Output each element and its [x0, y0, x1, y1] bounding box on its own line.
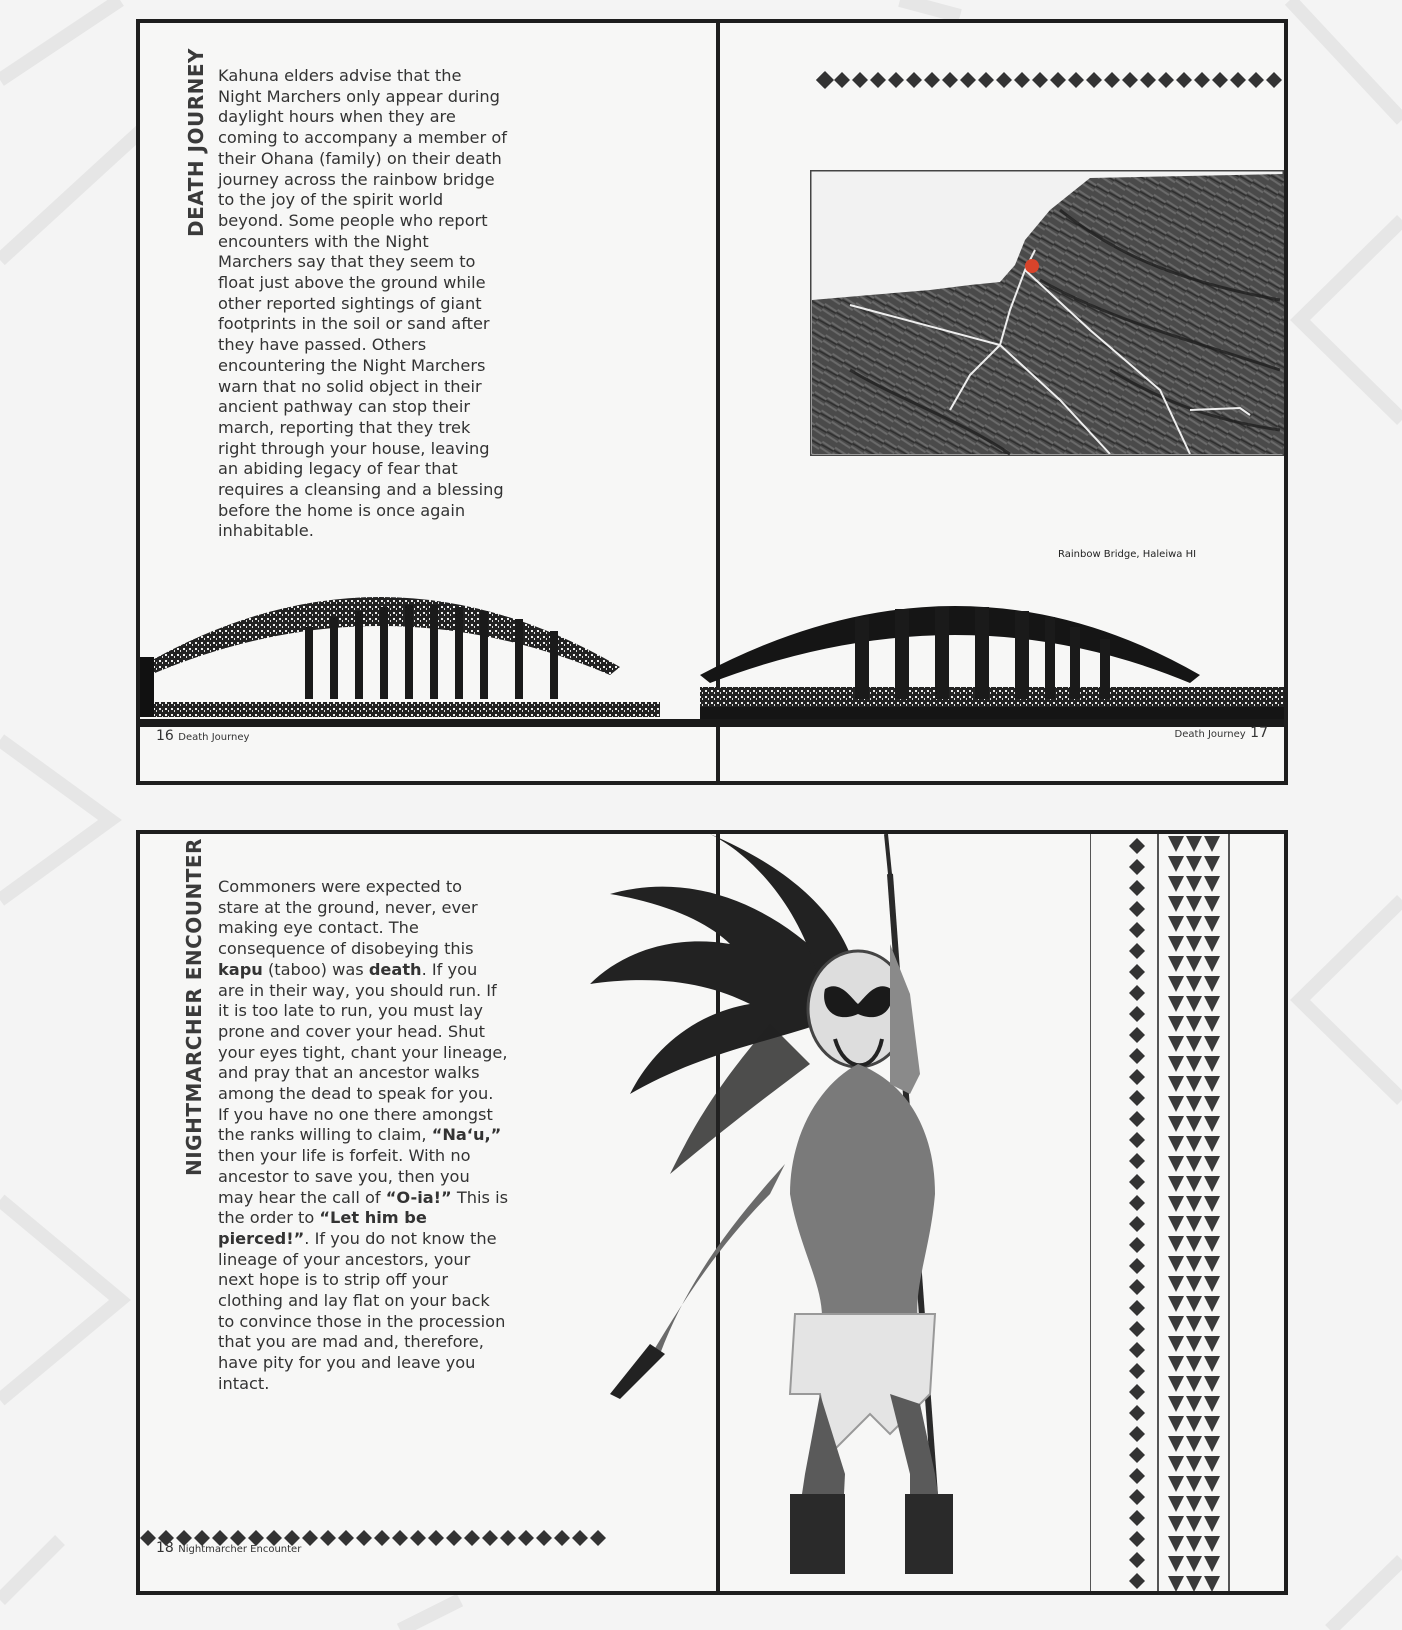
diamond-ornament — [996, 72, 1012, 88]
diamond-ornament — [1129, 1132, 1145, 1148]
running-footer: Death Journey — [178, 732, 250, 743]
diamond-ornament — [1129, 1006, 1145, 1022]
running-footer: Nightmarcher Encounter — [178, 1544, 302, 1555]
diamond-ornament — [392, 1530, 408, 1546]
triangle-ornament — [1204, 1056, 1220, 1072]
triangle-ornament — [1168, 1516, 1184, 1532]
triangle-ornament — [1168, 1456, 1184, 1472]
diamond-ornament — [1122, 72, 1138, 88]
triangle-ornament — [1204, 1316, 1220, 1332]
triangle-ornament — [1168, 1076, 1184, 1092]
triangle-ornament — [1186, 1276, 1202, 1292]
triangle-ornament — [1204, 976, 1220, 992]
triangle-ornament — [1204, 1336, 1220, 1352]
triangle-ornament — [1186, 1076, 1202, 1092]
triangle-ornament — [1186, 976, 1202, 992]
diamond-ornament — [1129, 838, 1145, 854]
triangle-ornament — [1186, 1556, 1202, 1572]
diamond-ornament — [942, 72, 958, 88]
triangle-ornament — [1186, 1216, 1202, 1232]
page-heading-nightmarcher-encounter: NIGHTMARCHER ENCOUNTER — [182, 838, 206, 1176]
diamond-ornament — [1129, 922, 1145, 938]
triangle-ornament — [1168, 1056, 1184, 1072]
diamond-ornament — [1086, 72, 1102, 88]
diamond-ornament — [816, 72, 832, 88]
diamond-ornament — [1248, 72, 1264, 88]
triangle-ornament — [1186, 1476, 1202, 1492]
diamond-ornament — [482, 1530, 498, 1546]
triangle-ornament — [1186, 896, 1202, 912]
emphasis-nau: “Na‘u,” — [431, 1125, 502, 1145]
triangle-ornament — [1204, 1196, 1220, 1212]
location-marker — [1025, 259, 1039, 273]
diamond-ornament — [1050, 72, 1066, 88]
triangle-ornament — [1168, 1496, 1184, 1512]
diamond-ornament — [1129, 1510, 1145, 1526]
triangle-ornament — [1186, 1456, 1202, 1472]
diamond-ornament — [1129, 1531, 1145, 1547]
triangle-ornament — [1204, 1156, 1220, 1172]
rainbow-bridge-illustration — [140, 557, 1284, 757]
triangle-ornament — [1168, 1336, 1184, 1352]
diamond-ornament — [1129, 1342, 1145, 1358]
diamond-ornament — [518, 1530, 534, 1546]
triangle-ornament — [1168, 876, 1184, 892]
triangle-ornament — [1168, 1096, 1184, 1112]
triangle-ornament — [1168, 1236, 1184, 1252]
diamond-ornament — [1129, 1048, 1145, 1064]
triangle-ornament — [1186, 1156, 1202, 1172]
diamond-ornament — [1194, 72, 1210, 88]
diamond-ornament — [1129, 1384, 1145, 1400]
diamond-ornament — [338, 1530, 354, 1546]
diamond-ornament — [1129, 1195, 1145, 1211]
triangle-ornament — [1186, 1116, 1202, 1132]
triangle-ornament — [1204, 1236, 1220, 1252]
diamond-ornament — [1068, 72, 1084, 88]
triangle-ornament — [1204, 1036, 1220, 1052]
diamond-ornament — [1140, 72, 1156, 88]
diamond-ornament — [1129, 1405, 1145, 1421]
triangle-ornament — [1168, 1196, 1184, 1212]
diamond-ornament — [1176, 72, 1192, 88]
diamond-ornament — [1230, 72, 1246, 88]
page-number: 17 — [1250, 725, 1268, 741]
diamond-ornament — [410, 1530, 426, 1546]
triangle-ornament — [1168, 1016, 1184, 1032]
triangle-ornament — [1186, 1536, 1202, 1552]
spread-nightmarcher-encounter — [136, 830, 1288, 1595]
triangle-ornament — [1186, 1436, 1202, 1452]
triangle-ornament — [1204, 1136, 1220, 1152]
triangle-ornament — [1168, 1436, 1184, 1452]
triangle-ornament — [1204, 956, 1220, 972]
map-caption: Rainbow Bridge, Haleiwa HI — [1058, 549, 1197, 560]
diamond-ornament — [1129, 901, 1145, 917]
triangle-ornament — [1204, 1276, 1220, 1292]
triangle-ornament — [1204, 1356, 1220, 1372]
pattern-divider-line — [1090, 834, 1091, 1595]
diamond-ornament — [1129, 1426, 1145, 1442]
page-number: 18 — [156, 1540, 174, 1556]
triangle-ornament — [1186, 916, 1202, 932]
diamond-ornament — [1158, 72, 1174, 88]
triangle-ornament — [1204, 1296, 1220, 1312]
diamond-ornament — [374, 1530, 390, 1546]
triangle-ornament — [1204, 1216, 1220, 1232]
page-heading-death-journey: DEATH JOURNEY — [184, 48, 208, 237]
triangle-border-vertical — [1166, 834, 1224, 1595]
body-text-nightmarcher-encounter: Commoners were expected to stare at the ground, never, ever making eye contact. The consequence of disobeying this kapu (taboo) was death. If you are in their way, you should run. If it is too late to run, you must lay prone and cover your head. Shut your eyes tight, chant your lineage, and pray that an ancestor walks among the dead to speak for you. If you have no one there amongst the ranks willing to claim, “Na‘u,” then your life is forfeit. With no ancestor to save you, then you may hear the call of “O-ia!” This is the order to “Let him be pierced!”. If you do not know the lineage of your ancestors, your next hope is to strip off your clothing and lay flat on your back to convince those in the procession that you are mad and, therefore, have pity for you and leave you intact. — [218, 877, 509, 1393]
triangle-ornament — [1204, 916, 1220, 932]
triangle-ornament — [1168, 1276, 1184, 1292]
diamond-ornament — [1129, 1489, 1145, 1505]
triangle-ornament — [1168, 1036, 1184, 1052]
diamond-ornament — [1129, 1237, 1145, 1253]
diamond-ornament — [834, 72, 850, 88]
triangle-ornament — [1186, 1056, 1202, 1072]
diamond-ornament — [852, 72, 868, 88]
diamond-ornament — [464, 1530, 480, 1546]
triangle-ornament — [1186, 1296, 1202, 1312]
triangle-ornament — [1186, 1576, 1202, 1592]
diamond-ornament — [1129, 1216, 1145, 1232]
triangle-ornament — [1204, 856, 1220, 872]
triangle-ornament — [1204, 876, 1220, 892]
diamond-ornament — [1129, 1321, 1145, 1337]
diamond-ornament — [1129, 1300, 1145, 1316]
diamond-ornament — [888, 72, 904, 88]
diamond-ornament — [1129, 859, 1145, 875]
triangle-ornament — [1204, 1576, 1220, 1592]
triangle-ornament — [1186, 1316, 1202, 1332]
triangle-ornament — [1168, 1296, 1184, 1312]
diamond-ornament — [1129, 985, 1145, 1001]
diamond-ornament — [356, 1530, 372, 1546]
triangle-ornament — [1204, 1176, 1220, 1192]
diamond-ornament — [924, 72, 940, 88]
page-number: 16 — [156, 728, 174, 744]
triangle-ornament — [1168, 1356, 1184, 1372]
diamond-ornament — [1032, 72, 1048, 88]
triangle-ornament — [1168, 1556, 1184, 1572]
triangle-ornament — [1204, 1556, 1220, 1572]
diamond-ornament — [1129, 1153, 1145, 1169]
triangle-ornament — [1204, 1536, 1220, 1552]
diamond-ornament — [572, 1530, 588, 1546]
triangle-ornament — [1168, 1316, 1184, 1332]
diamond-ornament — [1266, 72, 1282, 88]
triangle-ornament — [1168, 936, 1184, 952]
diamond-ornament — [1104, 72, 1120, 88]
diamond-ornament — [1129, 1447, 1145, 1463]
triangle-ornament — [1186, 1516, 1202, 1532]
diamond-ornament — [302, 1530, 318, 1546]
triangle-ornament — [1168, 1156, 1184, 1172]
triangle-ornament — [1168, 896, 1184, 912]
diamond-ornament — [500, 1530, 516, 1546]
diamond-ornament — [1129, 880, 1145, 896]
diamond-ornament — [1129, 943, 1145, 959]
running-footer: Death Journey — [1174, 729, 1246, 740]
triangle-ornament — [1186, 936, 1202, 952]
diamond-ornament — [1129, 1027, 1145, 1043]
triangle-ornament — [1168, 836, 1184, 852]
triangle-ornament — [1204, 1016, 1220, 1032]
diamond-ornament — [1129, 1363, 1145, 1379]
triangle-ornament — [1168, 1136, 1184, 1152]
diamond-ornament — [140, 1530, 156, 1546]
diamond-ornament — [906, 72, 922, 88]
triangle-ornament — [1186, 1416, 1202, 1432]
diamond-ornament — [1129, 1090, 1145, 1106]
diamond-border-top — [816, 69, 1284, 91]
triangle-ornament — [1204, 1516, 1220, 1532]
diamond-ornament — [1129, 1174, 1145, 1190]
triangle-ornament — [1204, 936, 1220, 952]
triangle-ornament — [1186, 1176, 1202, 1192]
triangle-ornament — [1168, 1176, 1184, 1192]
triangle-ornament — [1204, 1256, 1220, 1272]
triangle-ornament — [1168, 1116, 1184, 1132]
emphasis-let-him-be-pierced: “Let him be pierced!” — [218, 1208, 427, 1248]
triangle-ornament — [1186, 1336, 1202, 1352]
spread-death-journey — [136, 19, 1288, 785]
triangle-ornament — [1168, 1256, 1184, 1272]
triangle-ornament — [1186, 876, 1202, 892]
diamond-ornament — [1129, 1468, 1145, 1484]
triangle-ornament — [1204, 1416, 1220, 1432]
triangle-ornament — [1204, 1376, 1220, 1392]
triangle-ornament — [1204, 1116, 1220, 1132]
triangle-ornament — [1168, 856, 1184, 872]
triangle-ornament — [1168, 916, 1184, 932]
diamond-ornament — [978, 72, 994, 88]
diamond-ornament — [1129, 1573, 1145, 1589]
folio-left-18 — [156, 1540, 301, 1556]
diamond-ornament — [428, 1530, 444, 1546]
triangle-ornament — [1204, 1096, 1220, 1112]
triangle-ornament — [1186, 1256, 1202, 1272]
triangle-ornament — [1186, 1196, 1202, 1212]
diamond-ornament — [1129, 1279, 1145, 1295]
triangle-ornament — [1186, 1036, 1202, 1052]
triangle-ornament — [1168, 996, 1184, 1012]
triangle-ornament — [1204, 1436, 1220, 1452]
triangle-ornament — [1204, 996, 1220, 1012]
triangle-ornament — [1186, 856, 1202, 872]
triangle-ornament — [1168, 1216, 1184, 1232]
triangle-ornament — [1204, 1456, 1220, 1472]
body-text-death-journey: Kahuna elders advise that the Night Marchers only appear during daylight hours when they are coming to accompany a member of their Ohana (family) on their death journey across the rainbow bridge to the joy of the spirit world beyond. Some people who report encounters with the Night Marchers say that they seem to float just above the ground while other reported sightings of giant footprints in the soil or sand after they have passed. Others encountering the Night Marchers warn that no solid object in their ancient pathway can stop their march, reporting that they trek right through your house, leaving an abiding legacy of fear that requires a cleansing and a blessing before the home is once again inhabitable. — [218, 66, 507, 541]
diamond-ornament — [554, 1530, 570, 1546]
triangle-ornament — [1186, 1396, 1202, 1412]
diamond-ornament — [1129, 964, 1145, 980]
nightmarcher-warrior-illustration — [590, 834, 1150, 1594]
diamond-ornament — [1129, 1069, 1145, 1085]
emphasis-oia: “O-ia!” — [385, 1187, 452, 1207]
triangle-ornament — [1204, 1396, 1220, 1412]
triangle-ornament — [1168, 1476, 1184, 1492]
diamond-ornament — [1212, 72, 1228, 88]
triangle-ornament — [1168, 1416, 1184, 1432]
map-haleiwa — [810, 170, 1284, 456]
diamond-ornament — [536, 1530, 552, 1546]
triangle-ornament — [1186, 1356, 1202, 1372]
folio-right-17 — [1175, 725, 1268, 741]
diamond-ornament — [1129, 1111, 1145, 1127]
triangle-ornament — [1186, 1136, 1202, 1152]
triangle-ornament — [1186, 1496, 1202, 1512]
diamond-ornament — [320, 1530, 336, 1546]
triangle-ornament — [1186, 1096, 1202, 1112]
triangle-ornament — [1204, 1496, 1220, 1512]
triangle-ornament — [1168, 1536, 1184, 1552]
diamond-border-vertical — [1125, 834, 1155, 1595]
triangle-ornament — [1168, 976, 1184, 992]
triangle-ornament — [1204, 896, 1220, 912]
diamond-ornament — [870, 72, 886, 88]
emphasis-death: death — [368, 959, 422, 979]
triangle-ornament — [1168, 1576, 1184, 1592]
triangle-ornament — [1186, 1376, 1202, 1392]
triangle-ornament — [1186, 1236, 1202, 1252]
pattern-divider-line — [1157, 834, 1159, 1595]
folio-left-16 — [156, 728, 249, 744]
triangle-ornament — [1168, 1396, 1184, 1412]
triangle-ornament — [1204, 836, 1220, 852]
pattern-divider-line — [1228, 834, 1230, 1595]
triangle-ornament — [1186, 956, 1202, 972]
triangle-ornament — [1204, 1076, 1220, 1092]
triangle-ornament — [1186, 996, 1202, 1012]
triangle-ornament — [1186, 836, 1202, 852]
triangle-ornament — [1168, 956, 1184, 972]
triangle-ornament — [1168, 1376, 1184, 1392]
triangle-ornament — [1186, 1016, 1202, 1032]
diamond-ornament — [446, 1530, 462, 1546]
triangle-ornament — [1204, 1476, 1220, 1492]
diamond-ornament — [1014, 72, 1030, 88]
diamond-ornament — [1129, 1258, 1145, 1274]
emphasis-kapu: kapu — [218, 959, 263, 979]
diamond-ornament — [960, 72, 976, 88]
diamond-ornament — [1129, 1552, 1145, 1568]
